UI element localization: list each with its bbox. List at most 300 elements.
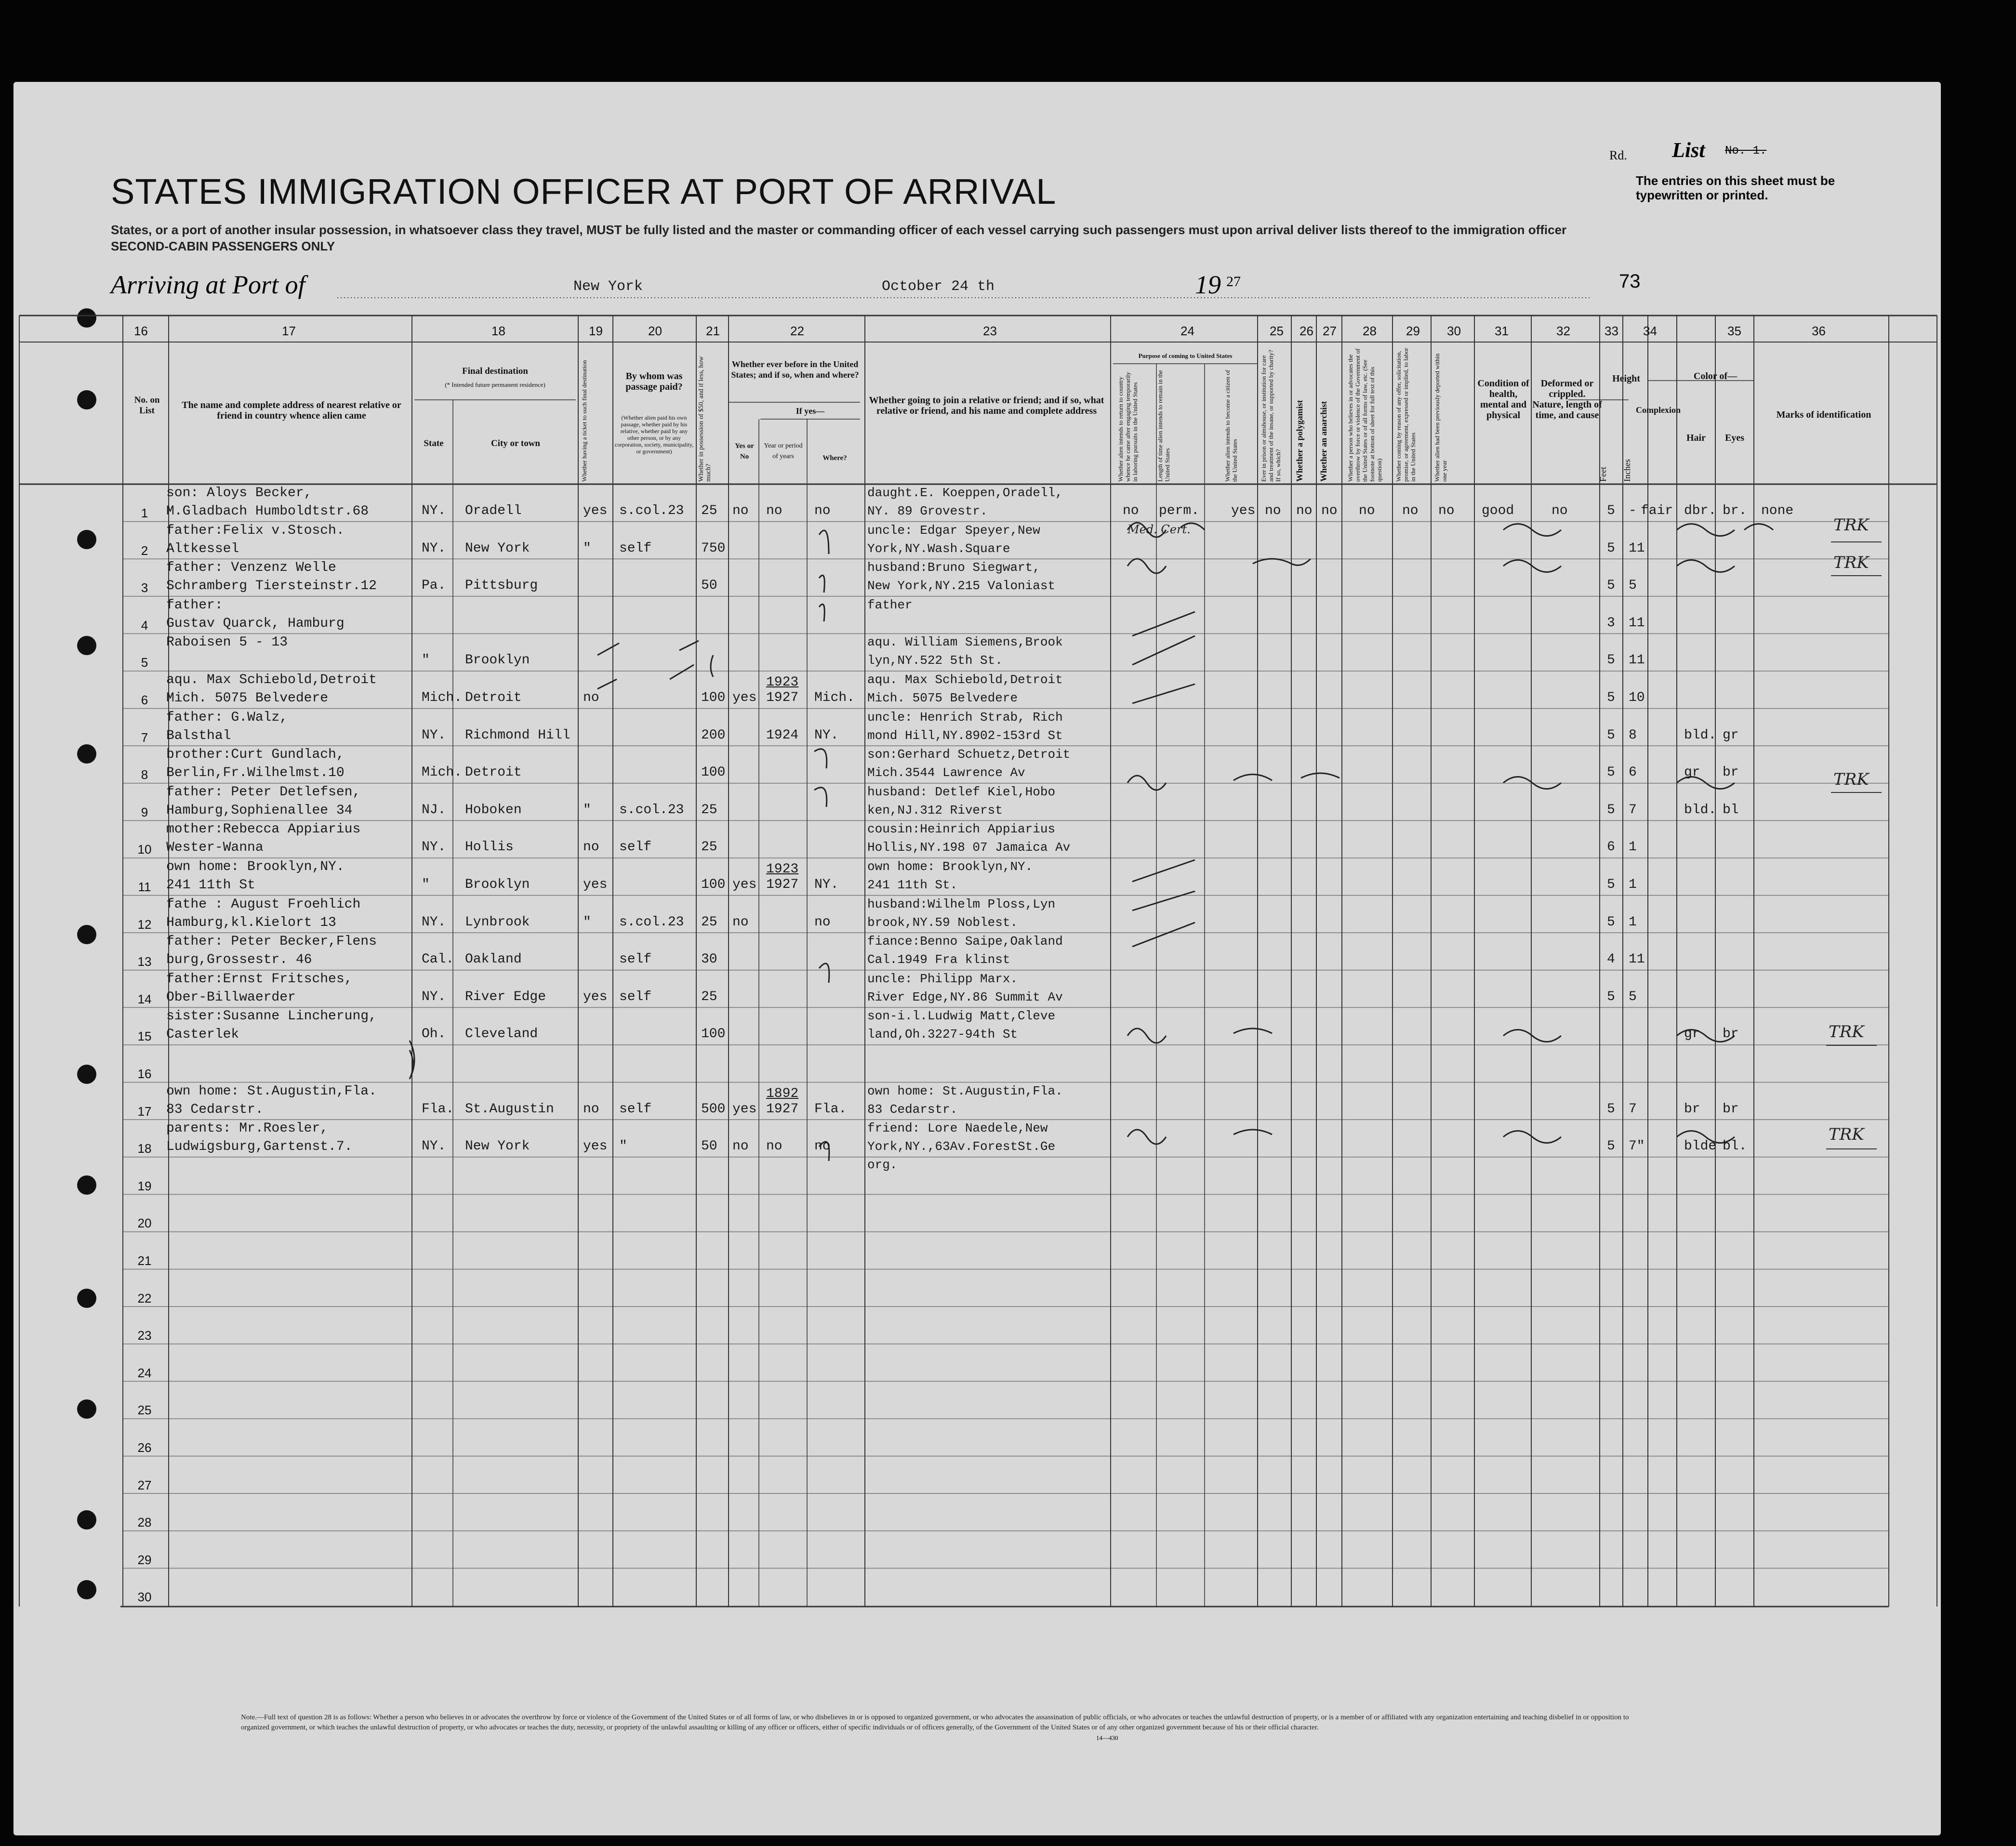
polygamist-value: no: [1296, 503, 1313, 518]
joining-relative: Cal.1949 Fra klinst: [867, 952, 1010, 967]
header-q30: Whether alien had been previously deported within one year: [1433, 353, 1448, 482]
destination-state: NJ.: [422, 802, 446, 818]
passage-paid-by: self: [619, 541, 652, 556]
header-feet: Feet: [1598, 467, 1608, 482]
trk-stamp: TRK: [1829, 1125, 1864, 1144]
column-number: 16: [134, 324, 148, 338]
arriving-label: Arriving at Port of: [111, 270, 305, 299]
port-of-arrival: New York: [573, 278, 643, 295]
row-number: 19: [137, 1178, 152, 1193]
joining-relative: Mich.3544 Lawrence Av: [867, 765, 1025, 780]
header-height: Height: [1612, 373, 1640, 384]
column-number: 27: [1323, 324, 1337, 338]
joining-relative: uncle: Edgar Speyer,New: [867, 523, 1040, 538]
relative-address: Berlin,Fr.Wilhelmst.10: [166, 765, 345, 781]
header-q29: Whether coming by reason of any offer, solicitation, promise, or agreement, expressed or implied, to labor in the United States: [1395, 348, 1417, 482]
money-value: 100: [701, 877, 726, 892]
ticket-value: yes: [583, 1139, 608, 1154]
height-inches: 5: [1629, 578, 1637, 593]
joining-relative: son-i.l.Ludwig Matt,Cleve: [867, 1009, 1056, 1024]
ticket-value: yes: [583, 877, 608, 892]
years-period: 1892: [766, 1086, 799, 1101]
height-inches: 1: [1629, 840, 1637, 855]
destination-city: Brooklyn: [465, 653, 530, 668]
row-number: 26: [137, 1440, 152, 1455]
header-ticket: Whether having a ticket to such final destination: [581, 360, 588, 482]
height-feet: 5: [1607, 989, 1615, 1004]
before-in-us: yes: [732, 1101, 757, 1117]
height-inches: 7: [1629, 1101, 1637, 1117]
form-number: 14—430: [1096, 1734, 1118, 1741]
money-value: 100: [701, 765, 726, 780]
instructions: The entries on this sheet must be typewritten or printed.: [1636, 173, 1835, 202]
ticket-value: ": [583, 541, 591, 556]
joining-relative: land,Oh.3227-94th St: [867, 1027, 1018, 1042]
header-city: City or town: [491, 438, 541, 448]
before-in-us: no: [732, 1139, 749, 1154]
column-number: 25: [1270, 324, 1284, 338]
rd-label: Rd.: [1609, 148, 1627, 162]
destination-state: NY.: [422, 503, 446, 518]
row-number: 22: [137, 1291, 152, 1305]
money-value: 50: [701, 578, 717, 593]
height-inches: 11: [1629, 615, 1645, 631]
row-number: 9: [141, 804, 148, 819]
row-number: 5: [141, 655, 148, 670]
list-number: No. 1.: [1725, 145, 1767, 158]
eye-color: br: [1723, 765, 1739, 780]
row-number: 24: [137, 1365, 152, 1380]
height-feet: 6: [1607, 840, 1615, 855]
destination-state: Mich.: [422, 765, 463, 780]
header-marks: Marks of identification: [1776, 409, 1871, 420]
row-number: 3: [141, 580, 148, 595]
destination-city: Pittsburg: [465, 578, 538, 593]
header-no-on-list: No. on List: [134, 395, 160, 416]
column-number: 23: [983, 324, 997, 338]
complexion-value: fair: [1641, 503, 1673, 518]
destination-city: River Edge: [465, 989, 546, 1004]
relative-address: parents: Mr.Roesler,: [166, 1121, 329, 1136]
relative-address: father:Felix v.Stosch.: [166, 523, 345, 538]
joining-relative: Hollis,NY.198 07 Jamaica Av: [867, 840, 1071, 855]
header-purpose-return: Whether alien intends to return to country whence he came after engaging temporarily in laboring pursuits in the United States: [1117, 372, 1139, 482]
header-hair: Hair: [1686, 433, 1706, 443]
row-number: 13: [137, 954, 152, 969]
header-complexion: Complexion: [1636, 405, 1681, 415]
column-number: 29: [1406, 324, 1420, 338]
ticket-value: no: [583, 1101, 599, 1117]
relative-address: brother:Curt Gundlach,: [166, 747, 345, 763]
height-feet: 5: [1607, 727, 1615, 743]
joining-relative: York,NY.,63Av.ForestSt.Ge: [867, 1139, 1056, 1154]
relative-address: M.Gladbach Humboldtstr.68: [166, 504, 369, 519]
q30-value: no: [1438, 503, 1455, 518]
money-value: 25: [701, 503, 717, 518]
joining-relative: friend: Lore Naedele,New: [867, 1121, 1048, 1136]
list-label: List: [1672, 138, 1705, 162]
money-value: 25: [701, 840, 717, 855]
years-period: 1923: [766, 675, 799, 690]
prison-value: no: [1265, 503, 1281, 518]
column-number: 21: [706, 324, 720, 338]
column-number: 36: [1812, 324, 1826, 338]
money-value: 750: [701, 541, 726, 556]
joining-relative: ken,NJ.312 Riverst: [867, 803, 1003, 818]
where-before: Fla.: [814, 1101, 847, 1117]
ticket-value: no: [583, 690, 599, 705]
eye-color: br: [1723, 1101, 1739, 1117]
header-joining: Whether going to join a relative or friend; and if so, what relative or friend, and his name and complete address: [869, 395, 1104, 416]
where-before: NY.: [814, 727, 839, 743]
row-number: 11: [138, 880, 151, 894]
row-number: 23: [137, 1328, 152, 1343]
destination-city: St.Augustin: [465, 1101, 554, 1117]
where-before: Mich.: [814, 690, 855, 705]
destination-city: Hoboken: [465, 802, 522, 818]
column-number: 28: [1363, 324, 1377, 338]
header-final-destination-note: (* Intended future permanent residence): [445, 381, 545, 388]
relative-address: 241 11th St: [166, 878, 255, 893]
before-in-us: no: [732, 503, 749, 518]
height-feet: 5: [1607, 1101, 1615, 1117]
row-number: 7: [141, 730, 148, 745]
column-number: 26: [1300, 324, 1313, 338]
destination-state: Cal.: [422, 952, 454, 967]
years-period: no: [766, 1139, 783, 1154]
passage-paid-by: self: [619, 989, 652, 1004]
relative-address: Mich. 5075 Belvedere: [166, 691, 329, 706]
relative-address: father:: [166, 597, 223, 613]
eye-color: bl: [1723, 802, 1739, 818]
passage-paid-by: s.col.23: [619, 802, 684, 818]
joining-relative: River Edge,NY.86 Summit Av: [867, 989, 1063, 1004]
height-feet: 5: [1607, 578, 1615, 593]
relative-address: father: Peter Becker,Flens: [166, 934, 377, 949]
height-feet: 4: [1607, 952, 1615, 967]
header-money: Whether in possession of $50, and if less, how much?: [698, 356, 712, 482]
height-inches: 8: [1629, 727, 1637, 743]
height-inches: 11: [1629, 653, 1645, 668]
header-prison: Ever in prison or almshouse, or institution for care and treatment of the insane, or supported by charity? If so, which?: [1260, 350, 1282, 482]
header-q28: Whether a person who believes in or advocates the overthrow by force or violence of the Government of the United States or of all forms of law, etc. (See footnote at bottom of sheet for full text of this question): [1347, 348, 1383, 482]
height-inches: 1: [1629, 877, 1637, 892]
header-deformed: Deformed or crippled. Nature, length of time, and cause: [1532, 378, 1602, 421]
destination-state: ": [422, 877, 430, 892]
header-purpose: Purpose of coming to United States: [1138, 352, 1233, 359]
ticket-value: yes: [583, 989, 608, 1004]
passage-paid-by: ": [619, 1139, 627, 1154]
relative-address: burg,Grossestr. 46: [166, 952, 312, 968]
relative-address: son: Aloys Becker,: [166, 486, 312, 501]
joining-relative: own home: St.Augustin,Fla.: [867, 1083, 1063, 1098]
destination-state: NY.: [422, 914, 446, 930]
column-number: 19: [589, 324, 603, 338]
trk-stamp: TRK: [1833, 515, 1869, 535]
eye-color: br.: [1723, 503, 1747, 518]
joining-relative: husband: Detlef Kiel,Hobo: [867, 784, 1056, 799]
years-period: no: [766, 503, 783, 518]
header-state: State: [424, 438, 444, 448]
destination-city: New York: [465, 1139, 530, 1154]
relative-address: Hamburg,kl.Kielort 13: [166, 915, 336, 930]
money-value: 100: [701, 690, 726, 705]
header-where: Where?: [822, 454, 847, 462]
height-inches: 6: [1629, 765, 1637, 780]
row-number: 20: [137, 1216, 152, 1231]
q29-value: no: [1402, 503, 1419, 518]
money-value: 25: [701, 914, 717, 930]
row-number: 12: [137, 917, 152, 932]
row-number: 10: [137, 842, 152, 857]
joining-relative: York,NY.Wash.Square: [867, 541, 1010, 556]
header-polygamist: Whether a polygamist: [1295, 400, 1304, 482]
height-feet: 5: [1607, 877, 1615, 892]
destination-state: ": [422, 653, 430, 668]
header-color-of: Color of—: [1693, 371, 1737, 382]
relative-address: sister:Susanne Lincherung,: [166, 1009, 377, 1024]
height-feet: 5: [1607, 914, 1615, 930]
header-final-destination: Final destination: [462, 366, 528, 376]
destination-state: NY.: [422, 840, 446, 855]
relative-address: Balsthal: [166, 728, 231, 743]
destination-city: Lynbrook: [465, 914, 530, 930]
height-feet: 5: [1607, 690, 1615, 705]
header-purpose-citizen: Whether alien intends to become a citizen of the United States: [1224, 369, 1238, 482]
subtitle: States, or a port of another insular possession, in whatsoever class they travel, MUST be fully listed and the master or commanding officer of each vessel carrying such passengers must upon arrival deliver lists thereof to the immigration officer: [111, 223, 1567, 237]
purpose-citizen: yes: [1231, 503, 1256, 518]
height-inches: 7: [1629, 802, 1637, 818]
passage-paid-by: self: [619, 840, 652, 855]
row-number: 28: [137, 1515, 152, 1530]
identification-marks: none: [1761, 503, 1794, 518]
joining-relative: brook,NY.59 Noblest.: [867, 915, 1018, 930]
eye-color: br: [1723, 1027, 1739, 1042]
joining-relative: aqu. Max Schiebold,Detroit: [867, 672, 1063, 687]
height-inches: 5: [1629, 989, 1637, 1004]
years-period: 1927: [766, 877, 799, 892]
trk-stamp: TRK: [1829, 1022, 1864, 1042]
money-value: 30: [701, 952, 717, 967]
row-number: 29: [137, 1552, 152, 1567]
column-number: 20: [648, 324, 662, 338]
relative-address: Ludwigsburg,Gartenst.7.: [166, 1139, 353, 1155]
header-nearest-relative: The name and complete address of nearest relative or friend in country whence alien came: [182, 400, 401, 421]
destination-state: NY.: [422, 541, 446, 556]
relative-address: father: Peter Detlefsen,: [166, 784, 361, 800]
row-number: 14: [137, 991, 152, 1006]
destination-city: Cleveland: [465, 1027, 538, 1042]
relative-address: fathe : August Froehlich: [166, 897, 361, 912]
column-number: 30: [1447, 324, 1461, 338]
before-in-us: yes: [732, 877, 757, 892]
height-feet: 5: [1607, 1139, 1615, 1154]
where-before: NY.: [814, 877, 839, 892]
before-in-us: yes: [732, 690, 757, 705]
destination-city: Detroit: [465, 690, 522, 705]
joining-relative: uncle: Henrich Strab, Rich: [867, 710, 1063, 725]
joining-relative: 83 Cedarstr.: [867, 1102, 958, 1117]
header-purpose-length: Length of time alien intends to remain in the United States: [1156, 370, 1171, 482]
where-before: no: [814, 914, 831, 930]
money-value: 50: [701, 1139, 717, 1154]
column-number: 32: [1556, 324, 1570, 338]
purpose-return: no: [1123, 503, 1139, 518]
year-prefix: 19: [1195, 270, 1221, 299]
eye-color: bl.: [1723, 1139, 1747, 1154]
purpose-length: perm.: [1159, 503, 1200, 518]
row-number: 2: [141, 543, 148, 558]
column-number: 34: [1643, 324, 1657, 338]
years-period: 1924: [766, 727, 799, 743]
destination-state: NY.: [422, 1139, 446, 1154]
relative-address: own home: Brooklyn,NY.: [166, 859, 345, 874]
passage-paid-by: self: [619, 952, 652, 967]
before-in-us: no: [732, 914, 749, 930]
destination-city: Brooklyn: [465, 877, 530, 892]
class-line: SECOND-CABIN PASSENGERS ONLY: [111, 239, 335, 253]
deformed-value: no: [1552, 503, 1568, 518]
height-inches: 7": [1629, 1139, 1645, 1154]
header-eyes: Eyes: [1725, 433, 1744, 443]
relative-address: father: G.Walz,: [166, 710, 288, 725]
joining-relative: aqu. William Siemens,Brook: [867, 635, 1063, 650]
joining-relative: Mich. 5075 Belvedere: [867, 691, 1018, 705]
passage-paid-by: self: [619, 1101, 652, 1117]
destination-state: Mich.: [422, 690, 463, 705]
handwritten-purpose-note: Med. Cert.: [1127, 523, 1191, 536]
height-inches: 1: [1629, 914, 1637, 930]
row-number: 4: [141, 618, 148, 633]
column-number: 35: [1727, 324, 1741, 338]
row-number: 18: [137, 1141, 152, 1156]
row-number: 17: [137, 1104, 152, 1119]
destination-city: Detroit: [465, 765, 522, 780]
health-condition: good: [1482, 503, 1514, 518]
row-number: 8: [141, 767, 148, 782]
destination-state: NY.: [422, 989, 446, 1004]
hair-color: bld.: [1684, 802, 1717, 818]
joining-relative: uncle: Philipp Marx.: [867, 971, 1018, 986]
height-feet: 5: [1607, 541, 1615, 556]
row-number: 25: [137, 1403, 152, 1418]
page-title: STATES IMMIGRATION OFFICER AT PORT OF ARRIVAL: [111, 171, 1057, 211]
height-feet: 5: [1607, 802, 1615, 818]
relative-address: mother:Rebecca Appiarius: [166, 822, 361, 837]
hair-color: gr: [1684, 1027, 1700, 1042]
joining-relative: cousin:Heinrich Appiarius: [867, 822, 1056, 837]
page-number: 73: [1619, 271, 1641, 292]
where-before: no: [814, 503, 831, 518]
destination-state: NY.: [422, 727, 446, 743]
relative-address: own home: St.Augustin,Fla.: [166, 1083, 377, 1099]
header-inches: Inches: [1622, 459, 1632, 482]
header-years: Year or period of years: [764, 442, 803, 460]
relative-address: father: Venzenz Welle: [166, 560, 336, 576]
joining-relative: New York,NY.215 Valoniast: [867, 579, 1056, 593]
trk-stamp: TRK: [1833, 553, 1869, 572]
height-inches: 11: [1629, 541, 1645, 556]
header-passage-paid: By whom was passage paid?: [625, 371, 683, 392]
destination-city: Oradell: [465, 503, 522, 518]
relative-address: father:Ernst Fritsches,: [166, 971, 353, 987]
destination-city: New York: [465, 541, 530, 556]
height-feet: 5: [1607, 765, 1615, 780]
row-number: 1: [141, 506, 148, 520]
relative-address: Wester-Wanna: [166, 840, 264, 856]
relative-address: Ober-Billwaerder: [166, 989, 296, 1005]
money-value: 25: [701, 989, 717, 1004]
header-passage-note: (Whether alien paid his own passage, whether paid by his relative, whether paid by any other person, or by any corporation, society, municipality, or government): [614, 414, 694, 455]
q28-value: no: [1359, 503, 1375, 518]
hair-color: blde: [1684, 1139, 1717, 1154]
where-before: no: [814, 1139, 831, 1154]
relative-address: 83 Cedarstr.: [166, 1102, 264, 1117]
header-if-yes: If yes—: [796, 406, 825, 416]
hair-color: dbr.: [1684, 503, 1717, 518]
destination-city: Hollis: [465, 840, 514, 855]
ticket-value: yes: [583, 503, 608, 518]
relative-address: Schramberg Tiersteinstr.12: [166, 579, 377, 594]
height-inches: 10: [1629, 690, 1645, 705]
header-anarchist: Whether an anarchist: [1319, 401, 1328, 482]
row-number: 21: [137, 1253, 152, 1268]
relative-address: Altkessel: [166, 541, 239, 556]
hair-color: br: [1684, 1101, 1700, 1117]
row-number: 27: [137, 1477, 152, 1492]
hair-color: gr: [1684, 765, 1700, 780]
relative-address: Casterlek: [166, 1027, 239, 1042]
height-inches: 11: [1629, 952, 1645, 967]
height-feet: 3: [1607, 615, 1615, 631]
row-number: 16: [137, 1067, 152, 1081]
column-number: 22: [790, 324, 804, 338]
years-period: 1923: [766, 862, 799, 877]
relative-address: Raboisen 5 - 13: [166, 635, 288, 650]
row-number: 6: [141, 693, 148, 707]
arrival-date: October 24 th: [882, 278, 995, 295]
destination-state: Pa.: [422, 578, 446, 593]
header-before-us: Whether ever before in the United States; and if so, when and where?: [731, 359, 859, 380]
ticket-value: ": [583, 914, 591, 930]
joining-relative: son:Gerhard Schuetz,Detroit: [867, 747, 1071, 762]
header-yes-no: Yes or No: [735, 442, 754, 461]
relative-address: Hamburg,Sophienallee 34: [166, 803, 353, 818]
ticket-value: ": [583, 802, 591, 818]
money-value: 100: [701, 1027, 726, 1042]
destination-state: Oh.: [422, 1027, 446, 1042]
years-period: 1927: [766, 690, 799, 705]
header-condition: Condition of health, mental and physical: [1477, 378, 1529, 421]
joining-relative: mond Hill,NY.8902-153rd St: [867, 728, 1063, 743]
joining-relative: husband:Wilhelm Ploss,Lyn: [867, 897, 1056, 911]
row-number: 30: [137, 1590, 152, 1605]
destination-state: Fla.: [422, 1101, 454, 1117]
joining-relative: org.: [867, 1158, 898, 1173]
height-feet: 5: [1607, 653, 1615, 668]
joining-relative: own home: Brooklyn,NY.: [867, 859, 1033, 874]
joining-relative: 241 11th St.: [867, 878, 958, 892]
relative-address: aqu. Max Schiebold,Detroit: [166, 672, 377, 687]
passage-paid-by: s.col.23: [619, 503, 684, 518]
joining-relative: lyn,NY.522 5th St.: [867, 653, 1003, 668]
destination-city: Richmond Hill: [465, 727, 570, 743]
passage-paid-by: s.col.23: [619, 914, 684, 930]
joining-relative: daught.E. Koeppen,Oradell,: [867, 486, 1063, 500]
height-inches: -: [1629, 503, 1637, 518]
year-suffix: 27: [1226, 274, 1241, 290]
column-number: 33: [1605, 324, 1618, 338]
